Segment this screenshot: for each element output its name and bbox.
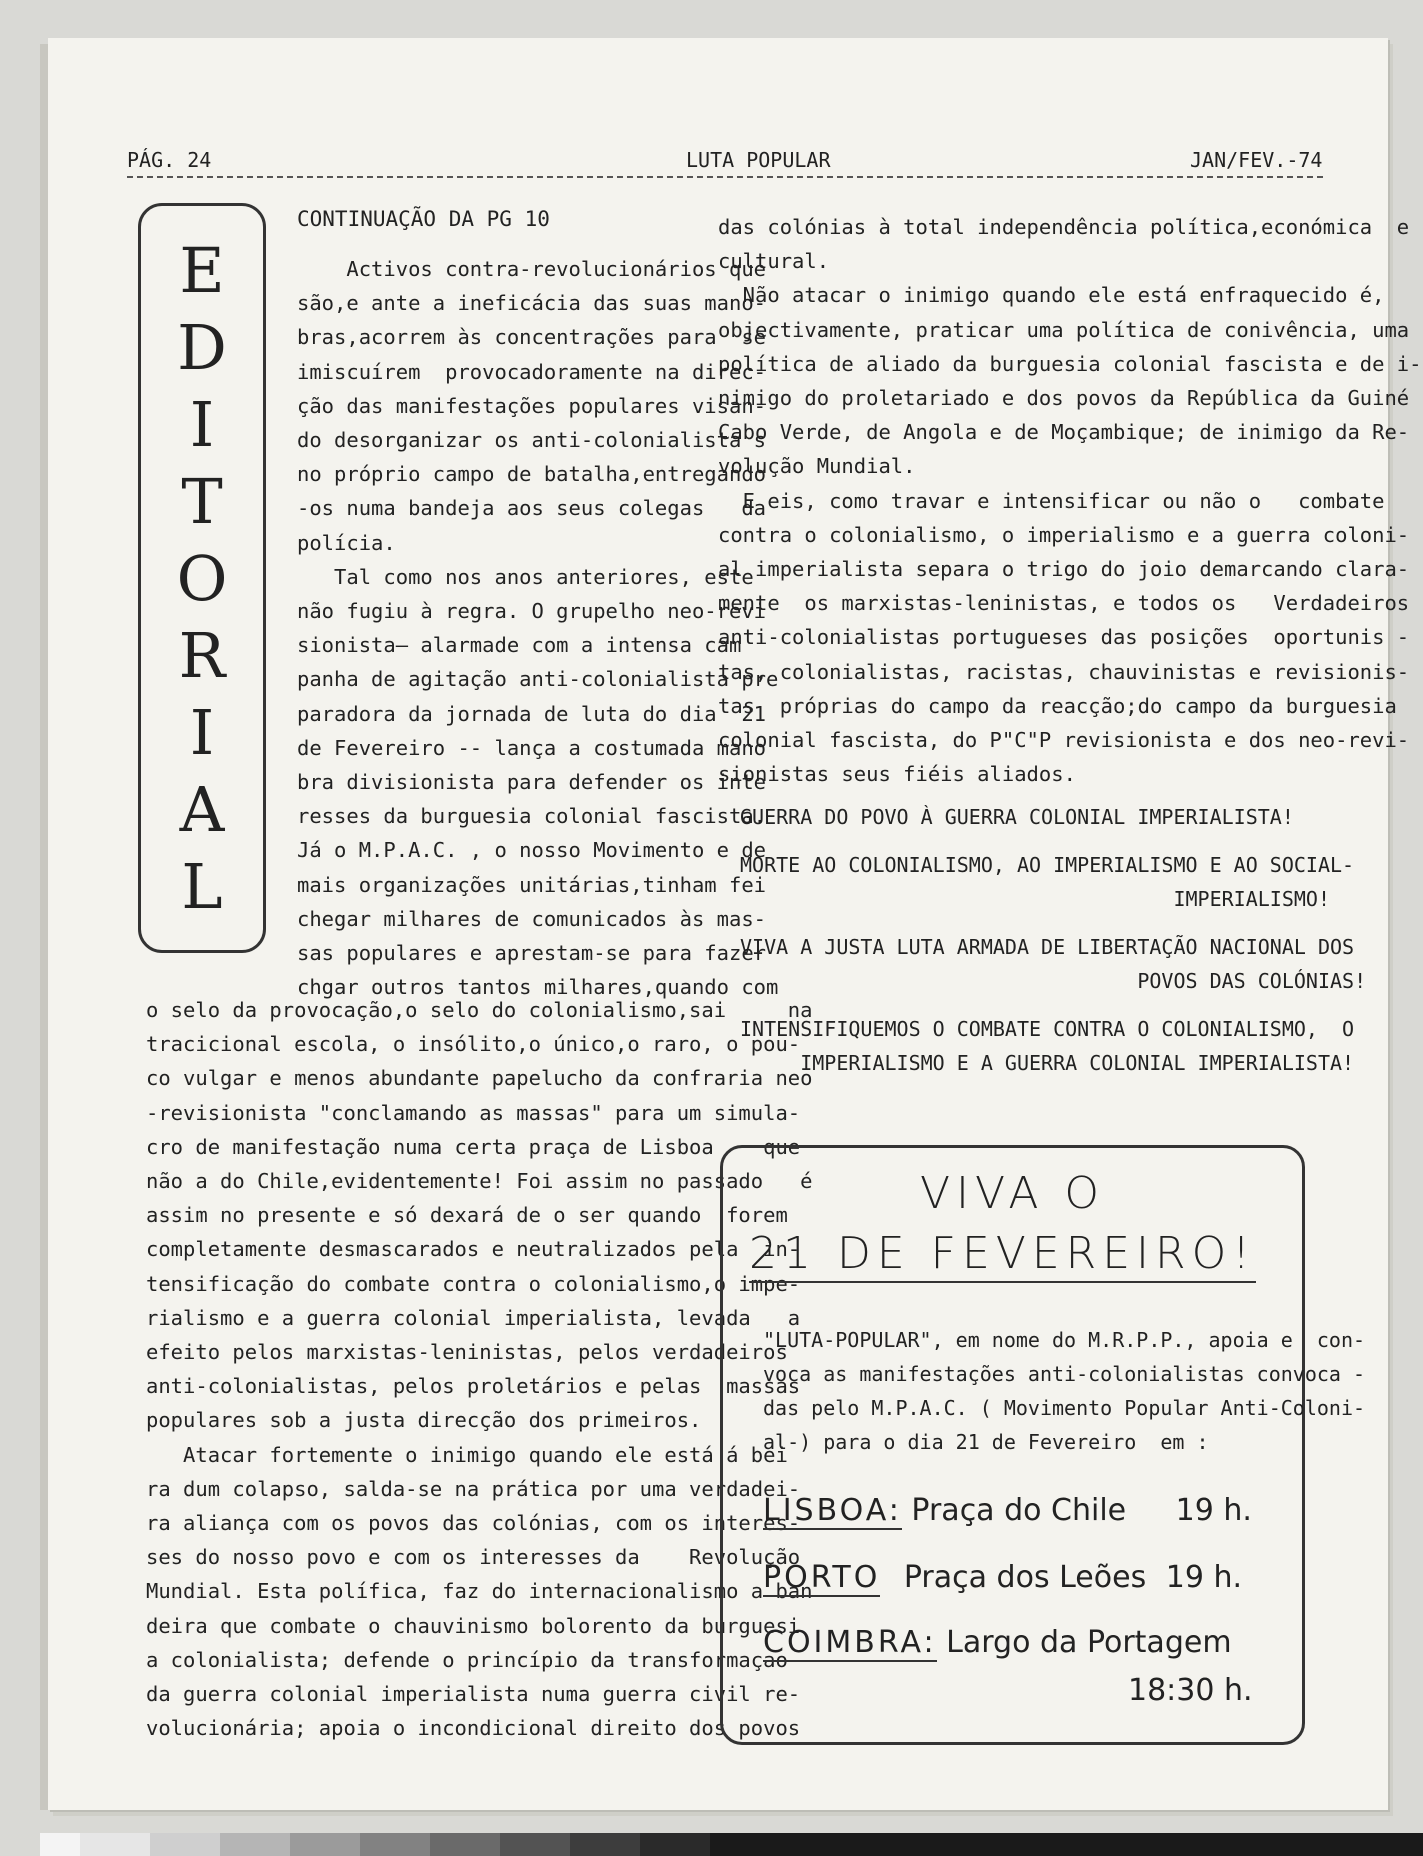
text-line: chegar milhares de comunicados às mas-: [297, 906, 766, 931]
text-line: a colonialista; defende o princípio da transformaçao: [146, 1647, 788, 1672]
header-rule: [127, 176, 1323, 178]
text-line: Tal como nos anos anteriores, este: [297, 564, 754, 589]
text-line: contra o colonialismo, o imperialismo e a guerra coloni-: [718, 522, 1410, 547]
text-line: mente os marxistas-leninistas, e todos os Verdadeiros: [718, 591, 1410, 616]
editorial-letter: A: [179, 773, 225, 846]
text-line: tas próprias do campo da reacção;do campo da burguesia: [718, 693, 1397, 718]
text-line: co vulgar e menos abundante papelucho da confraria neo: [146, 1066, 813, 1091]
text-line: cultural.: [718, 249, 830, 274]
text-line: sionistas seus fiéis aliados.: [718, 762, 1076, 787]
text-line: polícia.: [297, 530, 396, 555]
scan-calibration-strip: [40, 1833, 1423, 1856]
location-lisboa: [763, 1493, 1252, 1528]
text-line: efeito pelos marxistas-leninistas, pelos verdadeiros: [146, 1340, 788, 1365]
text-line: Cabo Verde, de Angola e de Moçambique; de inimigo da Re-: [718, 420, 1410, 445]
text-line: al imperialista separa o trigo do joio demarcando clara-: [718, 557, 1410, 582]
text-line: bras,acorrem às concentrações para se: [297, 325, 766, 350]
text-line: são,e ante a ineficácia das suas mano-: [297, 291, 766, 316]
text-line: Atacar fortemente o inimigo quando ele está á bei: [146, 1442, 788, 1467]
text-line: Não atacar o inimigo quando ele está enfraquecido é,: [718, 283, 1385, 308]
location-place: Largo da Portagem: [946, 1625, 1232, 1660]
text-line: mais organizações unitárias,tinham fei: [297, 872, 766, 897]
editorial-letter: D: [177, 311, 227, 384]
publication-title: LUTA POPULAR: [686, 148, 831, 172]
text-line: de Fevereiro -- lança a costumada mano: [297, 735, 766, 760]
text-line: não a do Chile,evidentemente! Foi assim no passado é: [146, 1169, 813, 1194]
text-line: panha de agitação anti-colonialista pre: [297, 667, 779, 692]
text-line: ra dum colapso, salda-se na prática por uma verdadei-: [146, 1476, 801, 1501]
text-line: o selo da provocação,o selo do colonialismo,sai na: [146, 998, 813, 1022]
announcement-box: [720, 1145, 1366, 1745]
location-time: 19 h.: [1165, 1560, 1243, 1595]
issue-date: JAN/FEV.-74: [1190, 148, 1323, 172]
text-line: objectivamente, praticar uma política de conivência, uma: [718, 317, 1410, 342]
page-edge: [40, 44, 48, 1810]
text-line: política de aliado da burguesia colonial fascista e de i-: [718, 351, 1422, 376]
text-line: deira que combate o chauvinismo bolorento da burguesi: [146, 1613, 801, 1638]
text-line: resses da burguesia colonial fascista.: [297, 804, 766, 829]
text-line: ção das manifestações populares visan-: [297, 393, 766, 418]
text-line: das colónias à total independência política,económica e: [718, 215, 1410, 239]
text-line: cro de manifestação numa certa praça de Lisboa que: [146, 1134, 801, 1159]
location-place: Praça do Chile: [911, 1493, 1127, 1528]
continuation-heading: CONTINUAÇÃO DA PG 10: [297, 207, 550, 231]
text-line: imiscuírem provocadoramente na direc-: [297, 359, 766, 384]
text-line: tensificação do combate contra o colonialismo,o impe-: [146, 1271, 801, 1296]
left-column-lower-text: [146, 993, 812, 1745]
editorial-letter: L: [181, 850, 223, 923]
text-line: da guerra colonial imperialista numa guerra civil re-: [146, 1682, 801, 1707]
text-line: sas populares e aprestam-se para fazer: [297, 941, 766, 966]
left-column-upper-text: [297, 252, 778, 1004]
editorial-letter: O: [176, 542, 228, 615]
text-line: ra aliança com os povos das colónias, com os interes-: [146, 1511, 801, 1536]
editorial-letter: R: [178, 619, 226, 692]
text-line: tracicional escola, o insólito,o único,o raro, o pou-: [146, 1032, 801, 1057]
text-line: volução Mundial.: [718, 454, 916, 479]
text-line: ses do nosso povo e com os interesses da Revolução: [146, 1545, 801, 1570]
location-place: Praça dos Leões: [903, 1560, 1147, 1595]
text-line: volucionária; apoia o incondicional direito dos povos: [146, 1716, 801, 1741]
location-porto: [763, 1560, 1242, 1595]
editorial-letter: I: [189, 696, 215, 769]
text-line: populares sob a justa direcção dos primeiros.: [146, 1408, 702, 1433]
text-line: não fugiu à regra. O grupelho neo-revi: [297, 599, 766, 624]
slogan: INTENSIFIQUEMOS O COMBATE CONTRA O COLONIALISMO, IMPERIALISMO E A GUERRA COLONIAL IMPERIALISTA!: [740, 1017, 1355, 1075]
slogans: [740, 800, 1355, 1094]
text-line: E eis, como travar e intensificar ou não o combate: [718, 488, 1385, 513]
right-column-text: [718, 210, 1422, 791]
slogan: GUERRA DO POVO À GUERRA COLONIAL IMPERIALISTA!: [740, 805, 1294, 829]
text-line: nimigo do proletariado e dos povos da República da Guiné: [718, 386, 1410, 411]
location-coimbra: [763, 1625, 1232, 1660]
text-line: Activos contra-revolucionários que: [297, 257, 766, 281]
text-line: -os numa bandeja aos seus colegas da: [297, 496, 766, 521]
text-line: anti-colonialistas, pelos proletários e pelas massas: [146, 1374, 801, 1399]
location-city: COIMBRA:: [763, 1625, 937, 1660]
text-line: do desorganizar os anti-colonialista s: [297, 428, 766, 453]
editorial-letter: I: [189, 388, 215, 461]
location-time: 19 h.: [1175, 1493, 1252, 1528]
text-line: -revisionista "conclamando as massas" para um simula-: [146, 1100, 801, 1125]
text-line: sionista— alarmade com a intensa cam: [297, 633, 742, 658]
editorial-letter: E: [179, 234, 225, 307]
slogan: MORTE AO COLONIALISMO, AO IMPERIALISMO E AO IMPERIALISMO!: [740, 853, 1331, 911]
text-line: assim no presente e só dexará de o ser quando forem: [146, 1203, 788, 1228]
location-city: PORTO: [763, 1560, 881, 1595]
announcement-title-line2: 21 DE FEVEREIRO!: [749, 1228, 1256, 1283]
page-number: PÁG. 24: [127, 148, 212, 172]
text-line: anti-colonialistas portugueses das posições oportunis -: [718, 625, 1410, 650]
text-line: completamente desmascarados e neutralizados pela in-: [146, 1237, 801, 1262]
location-city: LISBOA:: [763, 1493, 902, 1528]
announcement-title-line1: VIVA O: [919, 1168, 1106, 1219]
slogan: VIVA A JUSTA LUTA ARMADA DE LIBERTAÇÃO NACIONAL POVOS DAS: [740, 935, 1306, 993]
text-line: colonial fascista, do P"C"P revisionista e dos neo-revi-: [718, 728, 1410, 753]
location-time: 18:30 h.: [1128, 1673, 1253, 1708]
editorial-box: [138, 203, 266, 953]
text-line: paradora da jornada de luta do dia 21: [297, 701, 766, 726]
text-line: tas, colonialistas, racistas, chauvinistas e revisionis-: [718, 659, 1410, 684]
editorial-letter: T: [181, 465, 223, 538]
announcement-body: "LUTA-POPULAR", em nome do M.R.P.P., apoia e voca as manifestações anti-colonialistas convoca das pelo M.P.A.C. ( Movimento Popular Anti-Coloni- al-) para o dia 21 de Fevereiro em :: [763, 1328, 1366, 1454]
text-line: bra divisionista para defender os inte: [297, 770, 766, 795]
text-line: rialismo e a guerra colonial imperialista, levada a: [146, 1305, 801, 1330]
text-line: chgar outros tantos milhares,quando com: [297, 975, 779, 1000]
text-line: no próprio campo de batalha,entregando: [297, 462, 766, 487]
text-line: Mundial. Esta polífica, faz do internacionalismo a ban: [146, 1579, 813, 1604]
text-line: Já o M.P.A.C. , o nosso Movimento e de: [297, 838, 766, 863]
